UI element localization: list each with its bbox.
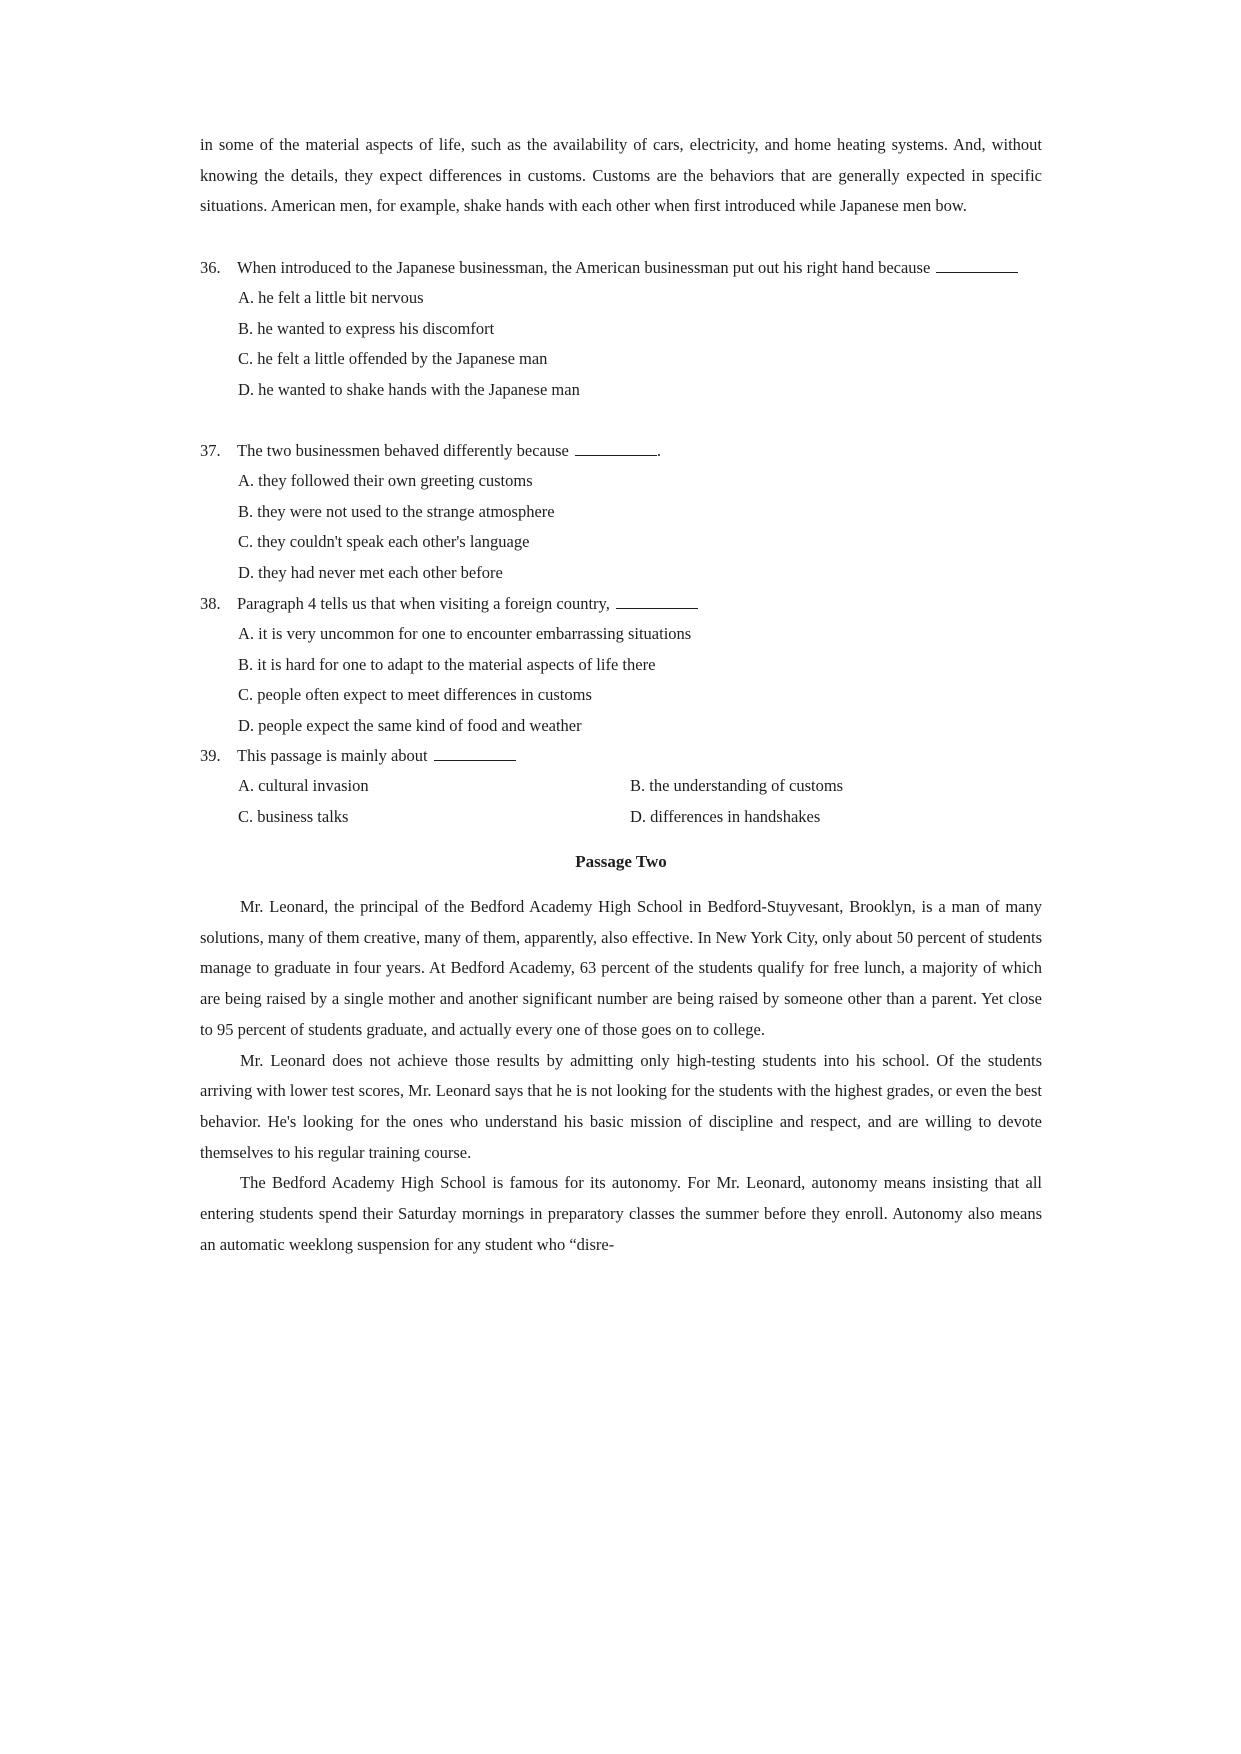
question-37 xyxy=(200,436,1042,588)
question-36 xyxy=(200,253,1042,405)
option-d: D. he wanted to shake hands with the Japanese man xyxy=(238,379,580,399)
intro-text-block xyxy=(200,130,1042,222)
option-a: A. it is very uncommon for one to encounter embarrassing situations xyxy=(238,624,692,643)
question-stem: The two businessmen behaved differently because xyxy=(237,441,569,460)
passage-two-body xyxy=(200,892,1042,1260)
option-a: A. they followed their own greeting customs xyxy=(238,471,533,490)
option-a: A. cultural invasion xyxy=(238,776,369,795)
answer-blank xyxy=(616,594,698,609)
intro-paragraph: in some of the material aspects of life, such as the availability of cars, electricity, and home heating systems. And, without knowing the details, they expect differences in customs. Customs are the behaviors that are generally expected in specific situations. American men, for example, shake hands with each other when first introduced while Japanese men bow. xyxy=(200,135,1042,216)
answer-blank xyxy=(575,441,657,456)
option-b: B. he wanted to express his discomfort xyxy=(238,318,495,338)
option-a: A. he felt a little bit nervous xyxy=(238,288,424,307)
option-b: B. the understanding of customs xyxy=(630,776,844,795)
option-d: D. people expect the same kind of food and weather xyxy=(238,715,582,735)
answer-blank xyxy=(936,258,1018,273)
question-number: 38. xyxy=(200,594,221,613)
question-stem: This passage is mainly about xyxy=(237,746,428,765)
question-stem: When introduced to the Japanese businessman, the American businessman put out his right hand because xyxy=(237,258,931,277)
option-d: D. they had never met each other before xyxy=(238,562,503,582)
question-38 xyxy=(200,589,1042,741)
option-c: C. they couldn't speak each other's language xyxy=(238,532,530,551)
paragraph-2: Mr. Leonard does not achieve those results by admitting only high-testing students into his school. Of the students arriving with lower test scores, Mr. Leonard says that he is not looking for the students with the highest grades, or even the best behavior. He's looking for the ones who understand his basic mission of discipline and respect, and are willing to devote themselves to his regular training course. xyxy=(200,1050,1042,1162)
question-number: 39. xyxy=(200,746,221,765)
answer-blank xyxy=(434,746,516,761)
question-39 xyxy=(200,741,1042,832)
passage-title: Passage Two xyxy=(575,852,667,871)
paragraph-3: The Bedford Academy High School is famous for its autonomy. For Mr. Leonard, autonomy means insisting that all entering students spend their Saturday mornings in preparatory classes the summer before they enroll. Autonomy also means an automatic weeklong suspension for any student who “disre- xyxy=(200,1173,1042,1254)
option-c: C. business talks xyxy=(238,806,349,826)
stem-end: . xyxy=(656,441,662,460)
option-c: C. he felt a little offended by the Japanese man xyxy=(238,349,548,368)
option-c: C. people often expect to meet differences in customs xyxy=(238,685,592,704)
question-stem: Paragraph 4 tells us that when visiting a foreign country, xyxy=(237,594,610,613)
option-b: B. it is hard for one to adapt to the material aspects of life there xyxy=(238,654,656,674)
option-b: B. they were not used to the strange atmosphere xyxy=(238,501,555,521)
question-number: 37. xyxy=(200,441,221,460)
option-d: D. differences in handshakes xyxy=(630,806,821,826)
paragraph-1: Mr. Leonard, the principal of the Bedford Academy High School in Bedford-Stuyvesant, Brooklyn, is a man of many solutions, many of them creative, many of them, apparently, also effective. In New York City, only about 50 percent of students manage to graduate in four years. At Bedford Academy, 63 percent of the students qualify for free lunch, a majority of which are being raised by a single mother and another significant number are being raised by someone other than a parent. Yet close to 95 percent of students graduate, and actually every one of those goes on to college. xyxy=(200,897,1042,1039)
question-number: 36. xyxy=(200,258,221,277)
